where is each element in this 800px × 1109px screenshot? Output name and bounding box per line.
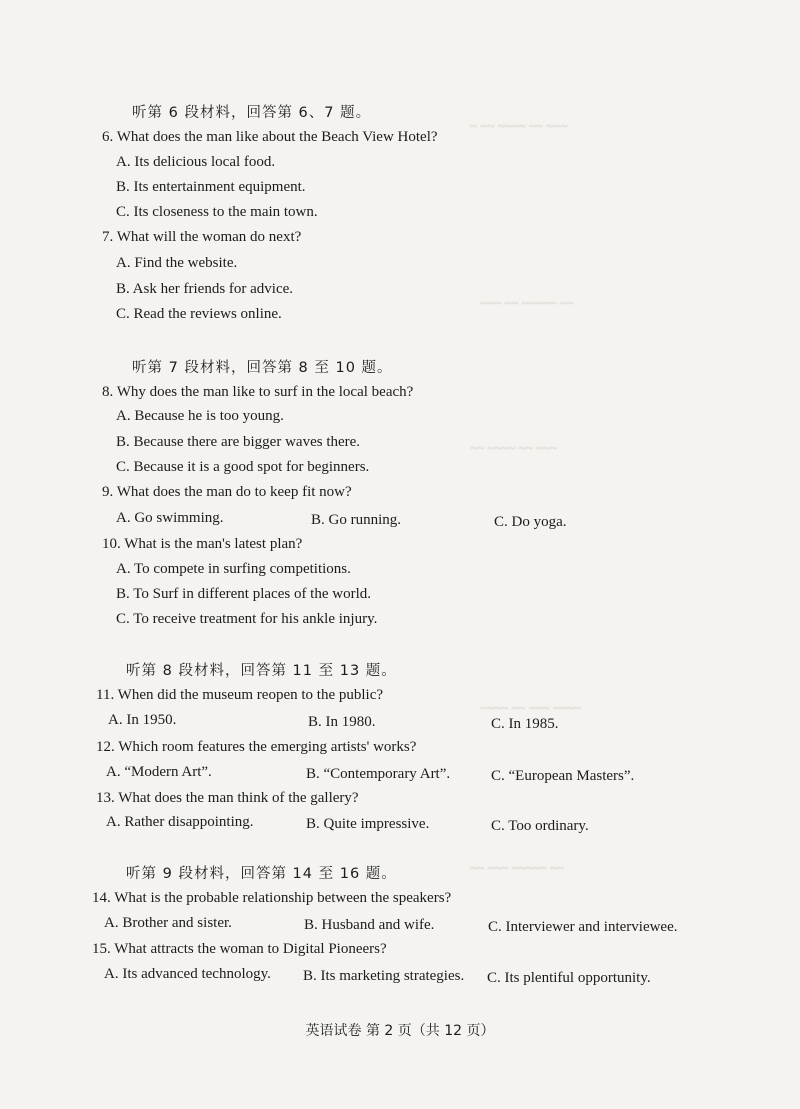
answer-option: B. Husband and wife. [304, 917, 435, 933]
question-stem: 8. Why does the man like to surf in the local beach? [102, 384, 414, 400]
answer-option: B. Because there are bigger waves there. [116, 434, 361, 450]
answer-option: C. Do yoga. [494, 514, 567, 530]
bleed-through-text: ~~ ~~~~ ~~ ~~~ [470, 440, 558, 455]
answer-option: A. Its advanced technology. [104, 966, 271, 982]
question-stem: 7. What will the woman do next? [102, 229, 302, 245]
answer-option: A. Go swimming. [116, 510, 224, 526]
answer-option: A. “Modern Art”. [106, 764, 212, 780]
answer-option: C. Its plentiful opportunity. [487, 970, 651, 986]
bleed-through-text: ~ ~~ ~~~~ ~~ ~~~ [470, 118, 568, 133]
question-stem: 11. When did the museum reopen to the public? [96, 687, 384, 703]
question-stem: 14. What is the probable relationship between the speakers? [92, 890, 452, 906]
question-stem: 13. What does the man think of the gallery? [96, 790, 359, 806]
answer-option: B. Its entertainment equipment. [116, 179, 306, 195]
answer-option: B. Its marketing strategies. [303, 968, 465, 984]
question-stem: 10. What is the man's latest plan? [102, 536, 303, 552]
answer-option: B. In 1980. [308, 714, 376, 730]
answer-option: A. Find the website. [116, 255, 238, 271]
answer-option: C. To receive treatment for his ankle injury. [116, 611, 378, 627]
question-stem: 15. What attracts the woman to Digital Pioneers? [92, 941, 387, 957]
answer-option: A. Its delicious local food. [116, 154, 276, 170]
answer-option: C. “European Masters”. [491, 768, 635, 784]
answer-option: A. Because he is too young. [116, 408, 284, 424]
answer-option: C. Because it is a good spot for beginners. [116, 459, 370, 475]
page-footer: 英语试卷 第 2 页（共 12 页） [305, 1023, 495, 1039]
answer-option: B. Quite impressive. [306, 816, 430, 832]
section-heading: 听第 8 段材料，回答第 11 至 13 题。 [126, 663, 397, 679]
answer-option: B. To Surf in different places of the world. [116, 586, 372, 602]
answer-option: C. Interviewer and interviewee. [488, 919, 678, 935]
answer-option: B. Go running. [311, 512, 401, 528]
bleed-through-text: ~~ ~~~ ~~~~~ ~~ [470, 860, 565, 875]
answer-option: A. To compete in surfing competitions. [116, 561, 351, 577]
answer-option: B. “Contemporary Art”. [306, 766, 451, 782]
answer-option: C. Too ordinary. [491, 818, 589, 834]
question-stem: 9. What does the man do to keep fit now? [102, 484, 352, 500]
answer-option: A. Brother and sister. [104, 915, 232, 931]
bleed-through-text: ~~~ ~~ ~~~~~ ~~ [480, 295, 575, 310]
answer-option: C. Its closeness to the main town. [116, 204, 318, 220]
bleed-through-text: ~~~~ ~~ ~~~ ~~~~ [480, 700, 582, 715]
answer-option: A. Rather disappointing. [106, 814, 254, 830]
answer-option: B. Ask her friends for advice. [116, 281, 294, 297]
section-heading: 听第 7 段材料，回答第 8 至 10 题。 [132, 360, 393, 376]
answer-option: C. Read the reviews online. [116, 306, 282, 322]
question-stem: 6. What does the man like about the Beach View Hotel? [102, 129, 438, 145]
question-stem: 12. Which room features the emerging artists' works? [96, 739, 417, 755]
answer-option: A. In 1950. [108, 712, 177, 728]
section-heading: 听第 9 段材料，回答第 14 至 16 题。 [126, 866, 397, 882]
answer-option: C. In 1985. [491, 716, 559, 732]
section-heading: 听第 6 段材料，回答第 6、7 题。 [132, 105, 372, 121]
